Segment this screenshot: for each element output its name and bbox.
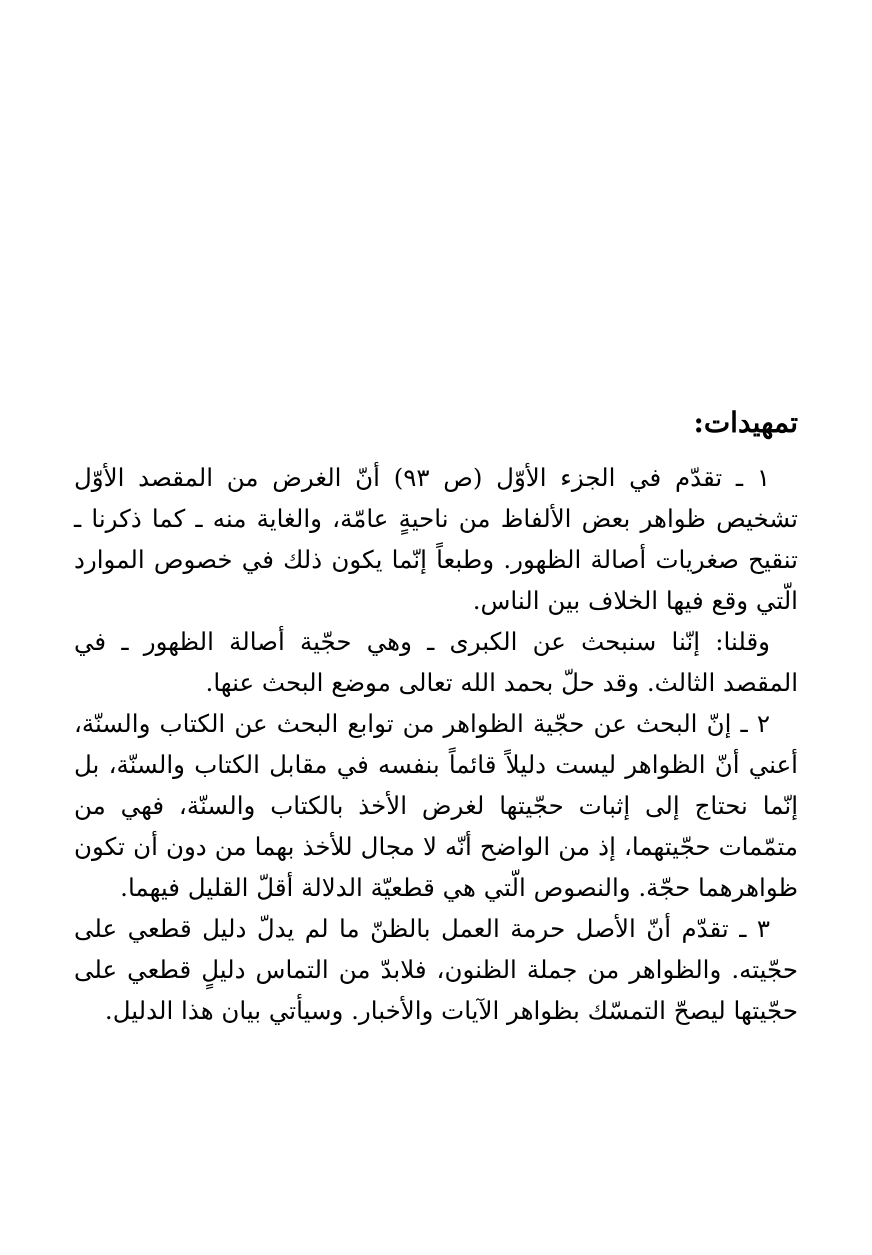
paragraph-4: ٣ ـ تقدّم أنّ الأصل حرمة العمل بالظنّ ما لم يدلّ دليل قطعي على حجّيته. والظواهر من جملة الظنون، فلابدّ من التماس دليلٍ قطعي على حجّيتها ليصحّ التمسّك بظواهر الآيات والأخبار. وسيأتي بيان هذا الدليل. [74,914,798,1025]
paragraph-1: ١ ـ تقدّم في الجزء الأوّل (ص ٩٣) أنّ الغرض من المقصد الأوّل تشخيص ظواهر بعض الألفاظ من ناحيةٍ عامّة، والغاية منه ـ كما ذكرنا ـ تنقيح صغريات أصالة الظهور. وطبعاً إنّما يكون ذلك في خصوص الموارد الّتي وقع فيها الخلاف بين الناس. [74,463,798,615]
section-heading: تمهيدات: [693,406,798,439]
paragraph-3: ٢ ـ إنّ البحث عن حجّية الظواهر من توابع البحث عن الكتاب والسنّة، أعني أنّ الظواهر ليست دليلاً قائماً بنفسه في مقابل الكتاب والسنّة، بل إنّما نحتاج إلى إثبات حجّيتها لغرض الأخذ بالكتاب والسنّة، فهي من متمّمات حجّيتهما، إذ من الواضح أنّه لا مجال للأخذ بهما من دون أن تكون ظواهرهما حجّة. والنصوص الّتي هي قطعيّة الدلالة أقلّ القليل فيهما. [74,709,798,902]
page-body [74,395,798,1031]
paragraph-2: وقلنا: إنّنا سنبحث عن الكبرى ـ وهي حجّية أصالة الظهور ـ في المقصد الثالث. وقد حلّ بحمد الله تعالى موضع البحث عنها. [74,627,798,697]
